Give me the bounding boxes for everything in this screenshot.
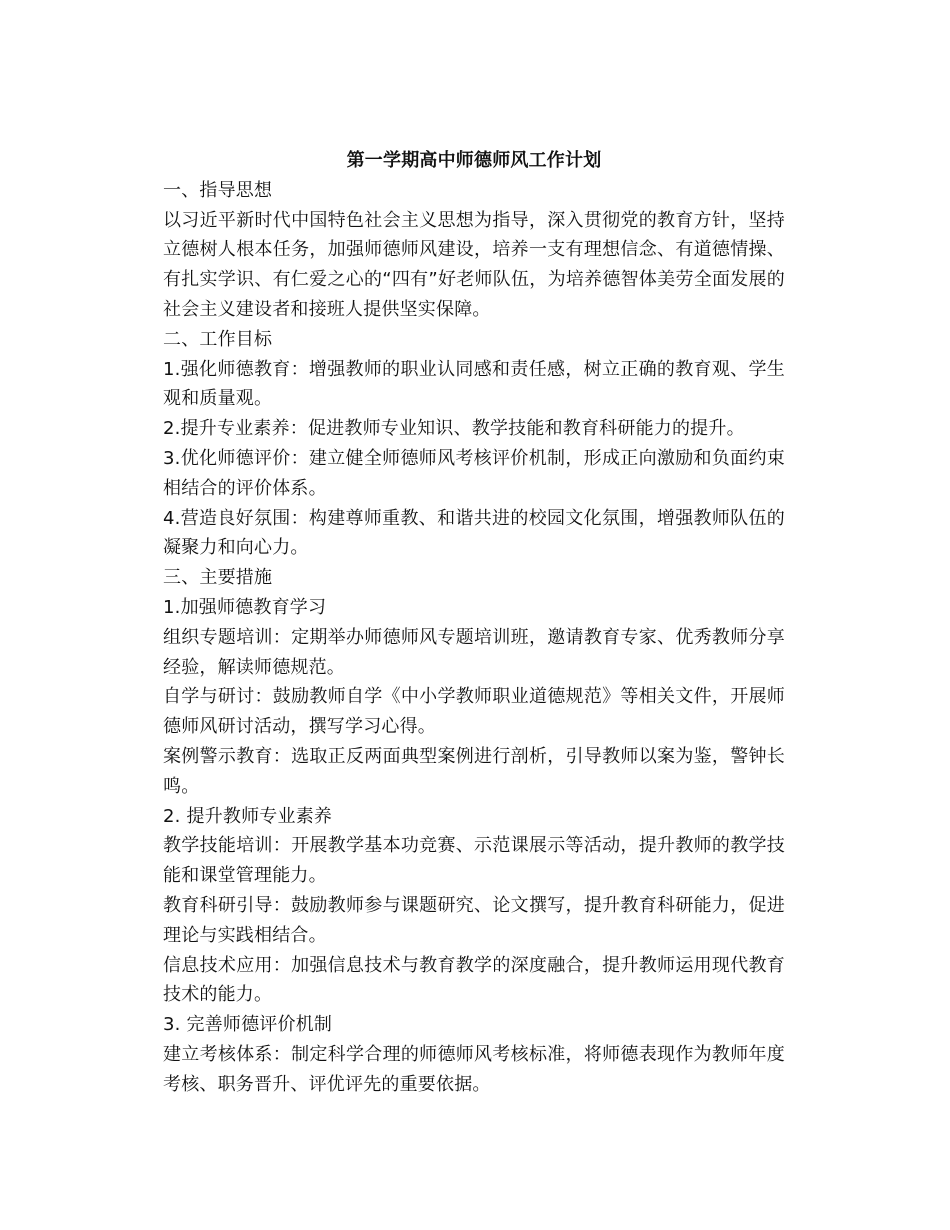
paragraph: 2.提升专业素养：促进教师专业知识、教学技能和教育科研能力的提升。 — [163, 418, 745, 440]
paragraph: 自学与研讨：鼓励教师自学《中小学教师职业道德规范》等相关文件，开展师德师风研讨活动，撰写学习心得。 — [163, 686, 785, 738]
paragraph: 教学技能培训：开展教学基本功竞赛、示范课展示等活动，提升教师的教学技能和课堂管理能力。 — [163, 835, 785, 887]
paragraph: 以习近平新时代中国特色社会主义思想为指导，深入贯彻党的教育方针，坚持立德树人根本任务，加强师德师风建设，培养一支有理想信念、有道德情操、有扎实学识、有仁爱之心的“四有”好老师队伍，为培养德智体美劳全面发展的社会主义建设者和接班人提供坚实保障。 — [163, 209, 785, 320]
subsection-heading: 1.加强师德教育学习 — [163, 596, 327, 618]
page-title: 第一学期高中师德师风工作计划 — [346, 150, 602, 171]
section-heading: 一、指导思想 — [163, 179, 273, 201]
paragraph: 组织专题培训：定期举办师德师风专题培训班，邀请教育专家、优秀教师分享经验，解读师德规范。 — [163, 626, 785, 678]
paragraph: 建立考核体系：制定科学合理的师德师风考核标准，将师德表现作为教师年度考核、职务晋升、评优评先的重要依据。 — [163, 1043, 785, 1095]
subsection-heading: 2. 提升教师专业素养 — [163, 805, 333, 827]
document-body — [163, 146, 785, 1100]
paragraph: 教育科研引导：鼓励教师参与课题研究、论文撰写，提升教育科研能力，促进理论与实践相结合。 — [163, 894, 785, 946]
paragraph: 3.优化师德评价：建立健全师德师风考核评价机制，形成正向激励和负面约束相结合的评价体系。 — [163, 447, 785, 499]
paragraph: 4.营造良好氛围：构建尊师重教、和谐共进的校园文化氛围，增强教师队伍的凝聚力和向心力。 — [163, 507, 785, 559]
paragraph: 信息技术应用：加强信息技术与教育教学的深度融合，提升教师运用现代教育技术的能力。 — [163, 954, 785, 1006]
subsection-heading: 3. 完善师德评价机制 — [163, 1014, 333, 1036]
section-heading: 三、主要措施 — [163, 567, 273, 589]
paragraph: 案例警示教育：选取正反两面典型案例进行剖析，引导教师以案为鉴，警钟长鸣。 — [163, 745, 785, 797]
paragraph: 1.强化师德教育：增强教师的职业认同感和责任感，树立正确的教育观、学生观和质量观。 — [163, 358, 785, 410]
section-heading: 二、工作目标 — [163, 328, 273, 350]
